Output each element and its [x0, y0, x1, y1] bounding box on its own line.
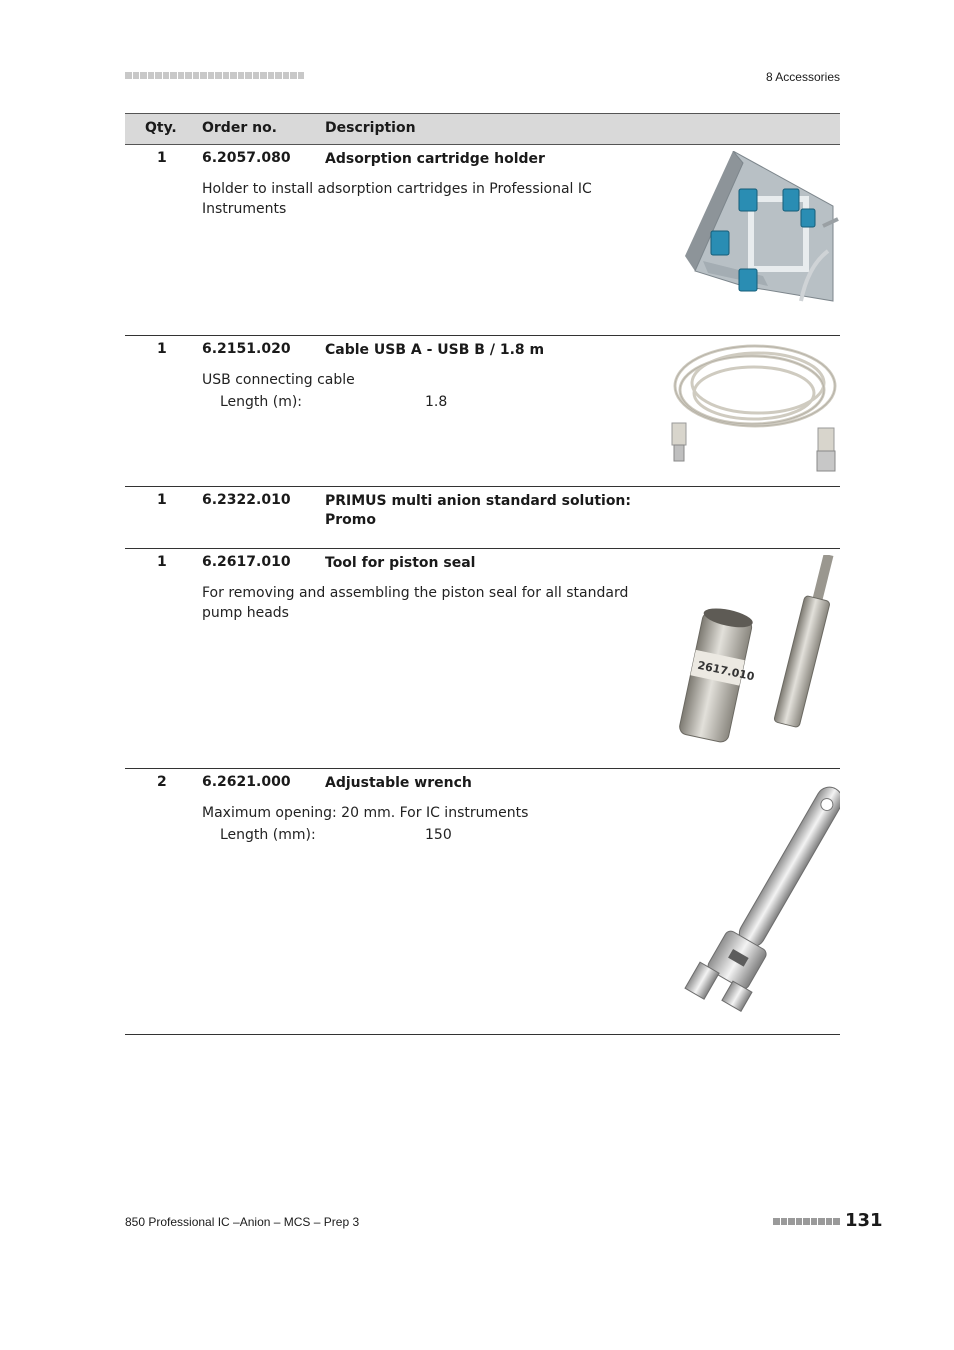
table-row — [125, 549, 840, 769]
row-order-no: 6.2322.010 — [202, 492, 291, 508]
table-row — [125, 145, 840, 336]
chapter-title: 8 Accessories — [765, 70, 840, 84]
table-row — [125, 336, 840, 487]
row-title: Tool for piston seal — [325, 555, 476, 571]
adjustable-wrench-image — [670, 771, 840, 1021]
spec-label: Length (mm): — [220, 827, 316, 843]
column-header-order-no: Order no. — [202, 120, 278, 136]
spec-value: 150 — [425, 827, 452, 843]
cartridge-holder-image — [673, 151, 843, 309]
row-title: Cable USB A - USB B / 1.8 m — [325, 342, 545, 358]
row-description: Maximum opening: 20 mm. For IC instruments — [202, 805, 529, 821]
row-order-no: 6.2621.000 — [202, 774, 291, 790]
page-number: 131 — [845, 1210, 883, 1231]
row-title: Adjustable wrench — [325, 775, 472, 791]
spec-label: Length (m): — [220, 394, 303, 410]
row-title: PRIMUS multi anion standard solution: Promo — [325, 493, 631, 528]
row-qty: 1 — [157, 554, 167, 570]
footer-decoration — [773, 1218, 840, 1225]
row-title: Adsorption cartridge holder — [325, 151, 545, 167]
tool-label-text: 2617.010 — [696, 658, 756, 684]
row-description: For removing and assembling the piston seal for all standard pump heads — [202, 585, 629, 621]
table-header — [125, 113, 840, 145]
column-header-description: Description — [325, 120, 416, 136]
spec-value: 1.8 — [425, 394, 448, 410]
column-header-qty: Qty. — [145, 120, 177, 136]
accessories-table — [125, 113, 840, 1035]
table-row — [125, 487, 840, 549]
row-order-no: 6.2151.020 — [202, 341, 291, 357]
table-row — [125, 769, 840, 1035]
footer-document-title: 850 Professional IC –Anion – MCS – Prep 3 — [125, 1215, 360, 1229]
row-qty: 1 — [157, 341, 167, 357]
row-qty: 2 — [157, 774, 167, 790]
row-description: USB connecting cable — [202, 372, 355, 388]
row-qty: 1 — [157, 150, 167, 166]
row-order-no: 6.2617.010 — [202, 554, 291, 570]
row-qty: 1 — [157, 492, 167, 508]
row-description: Holder to install adsorption cartridges in Professional IC Instruments — [202, 181, 592, 217]
header-decoration — [125, 72, 304, 79]
piston-seal-tool-image — [667, 555, 842, 745]
usb-cable-image — [670, 338, 840, 478]
row-order-no: 6.2057.080 — [202, 150, 291, 166]
